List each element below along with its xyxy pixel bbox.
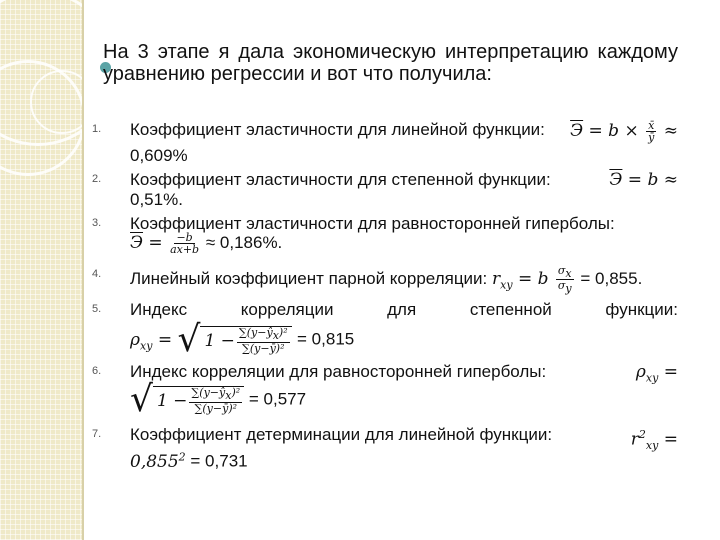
item-label: Коэффициент эластичности для линейной функции: [130,120,545,139]
formula: Э = $\frac{-b}{ax+b}$ [130,231,200,256]
item-result: ≈ 0,186%. [205,233,283,252]
item-number: 5. [92,303,102,315]
formula: 0,855$^2$ [130,450,186,472]
item-label: Индекс корреляции для степенной функции: [130,300,678,319]
item-line [130,447,678,472]
formula: $\rho_{xy}$ = [635,362,678,385]
formula: $\rho_{xy}$ = √ 1 − $\sum(y-ŷ_x)^2$ ∑(y−ȳ)² [130,330,297,350]
formula: Э = b × $\frac{x̄}{ȳ}$ ≈ [570,119,678,144]
divider [82,0,84,540]
formula: Э = b ≈ [609,170,678,190]
item-result: = 0,731 [190,451,248,471]
item-number: 7. [92,428,102,440]
item-number: 1. [92,123,102,135]
item-line [130,319,678,360]
item-line [130,265,678,296]
item-number: 6. [92,365,102,377]
formula: $r^2_{xy}$ = [630,428,678,453]
item-label: Линейный коэффициент парной корреляции: [130,269,488,289]
item-result: = 0,815 [297,329,355,349]
decorative-left-band [0,0,82,540]
item-label: Коэффициент детерминации для линейной функции: [130,425,553,444]
intro-text: На 3 этапе я дала экономическую интерпретацию каждому уравнению регрессии и вот что получила: [103,41,678,85]
item-number: 2. [92,173,102,185]
item-result: = 0,577 [248,389,307,409]
item-line [130,170,678,190]
item-line [130,379,678,420]
item-line [130,232,678,255]
item-result: = 0,855. [580,269,643,289]
item-number: 4. [92,268,102,280]
item-label: Коэффициент эластичности для степенной функции: [130,170,551,189]
item-result: 0,51%. [130,190,183,209]
item-result: 0,609% [130,146,188,165]
item-label: Индекс корреляции для равносторонней гиперболы: [130,362,547,381]
item-label: Коэффициент эластичности для равносторонней гиперболы: [130,214,615,233]
item-line [130,120,678,143]
item-number: 3. [92,217,102,229]
formula: $r_{xy} = b$ $\frac{\sigma_x}{\sigma_y}$ [492,264,572,296]
formula: √ 1 − $\sum(y-ŷ_x)^2$ ∑(y−ȳ)² [130,390,244,410]
